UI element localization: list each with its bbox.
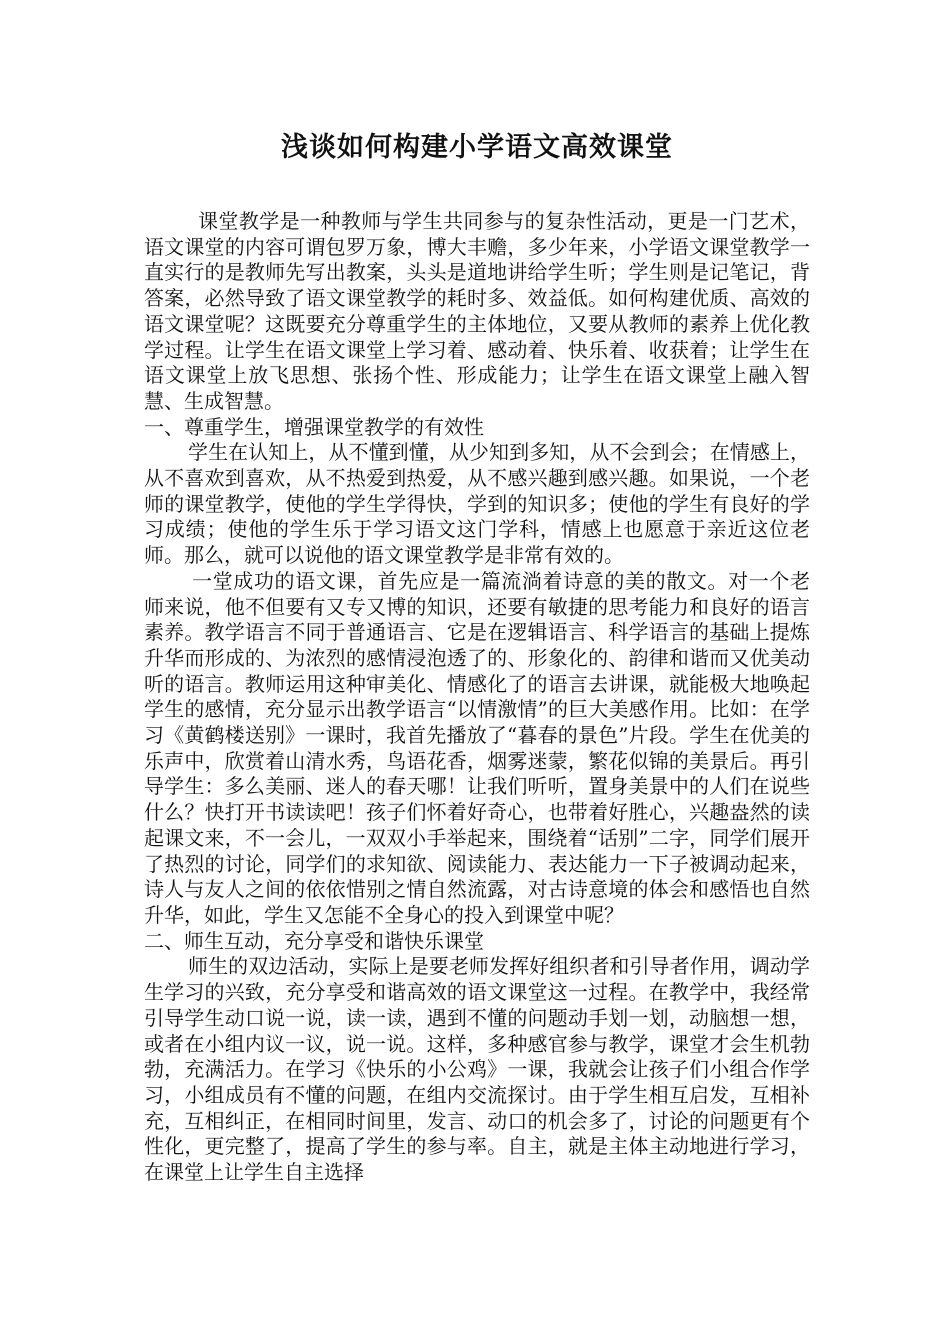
section-heading-1: 一、尊重学生，增强课堂教学的有效性 (144, 414, 484, 439)
intro-paragraph: 课堂教学是一种教师与学生共同参与的复杂性活动，更是一门艺术，语文课堂的内容可谓包罗万象，博大丰赡，多少年来，小学语文课堂教学一直实行的是教师先写出教案，头头是道地讲给学生听；学生则是记笔记，背答案，必然导致了语文课堂教学的耗时多、效益低。如何构建优质、高效的语文课堂呢？这既要充分尊重学生的主体地位，又要从教师的素养上优化教学过程。让学生在语文课堂上学习着、感动着、快乐着、收获着；让学生在语文课堂上放飞思想、张扬个性、形成能力；让学生在语文课堂上融入智慧、生成智慧。 (144, 209, 810, 413)
document-page (144, 128, 810, 1186)
section-heading-2: 二、师生互动，充分享受和谐快乐课堂 (144, 928, 484, 953)
document-title: 浅谈如何构建小学语文高效课堂 (281, 132, 673, 163)
section2-paragraph-1: 师生的双边活动，实际上是要老师发挥好组织者和引导者作用，调动学生学习的兴致，充分享受和谐高效的语文课堂这一过程。在教学中，我经常引导学生动口说一说，读一读，遇到不懂的问题动手划一划，动脑想一想，或者在小组内议一议，说一说。这样，多种感官参与教学，课堂才会生机勃勃，充满活力。在学习《快乐的小公鸡》一课，我就会让孩子们小组合作学习，小组成员有不懂的问题，在组内交流探讨。由于学生相互启发，互相补充，互相纠正，在相同时间里，发言、动口的机会多了，讨论的问题更有个性化，更完整了，提高了学生的参与率。自主，就是主体主动地进行学习，在课堂上让学生自主选择 (144, 954, 810, 1185)
section1-paragraph-2: 一堂成功的语文课，首先应是一篇流淌着诗意的美的散文。对一个老师来说，他不但要有又专又博的知识，还要有敏捷的思考能力和良好的语言素养。教学语言不同于普通语言、它是在逻辑语言、科学语言的基础上提炼升华而形成的、为浓烈的感情浸泡透了的、形象化的、韵律和谐而又优美动听的语言。教师运用这种审美化、情感化了的语言去讲课，就能极大地唤起学生的感情，充分显示出教学语言“以情激情”的巨大美感作用。比如：在学习《黄鹤楼送别》一课时，我首先播放了“暮春的景色”片段。学生在优美的乐声中，欣赏着山清水秀，鸟语花香，烟雾迷蒙，繁花似锦的美景后。再引导学生：多么美丽、迷人的春天哪！让我们听听，置身美景中的人们在说些什么？快打开书读读吧！孩子们怀着好奇心，也带着好胜心，兴趣盎然的读起课文来，不一会儿，一双双小手举起来，围绕着“话别”二字，同学们展开了热烈的讨论，同学们的求知欲、阅读能力、表达能力一下子被调动起来，诗人与友人之间的依依惜别之情自然流露，对古诗意境的体会和感悟也自然升华，如此，学生又怎能不全身心的投入到课堂中呢？ (144, 568, 810, 927)
section1-paragraph-1: 学生在认知上，从不懂到懂，从少知到多知，从不会到会；在情感上，从不喜欢到喜欢，从不热爱到热爱，从不感兴趣到感兴趣。如果说，一个老师的课堂教学，使他的学生学得快，学到的知识多；使他的学生有良好的学习成绩；使他的学生乐于学习语文这门学科，情感上也愿意于亲近这位老师。那么，就可以说他的语文课堂教学是非常有效的。 (144, 440, 810, 568)
